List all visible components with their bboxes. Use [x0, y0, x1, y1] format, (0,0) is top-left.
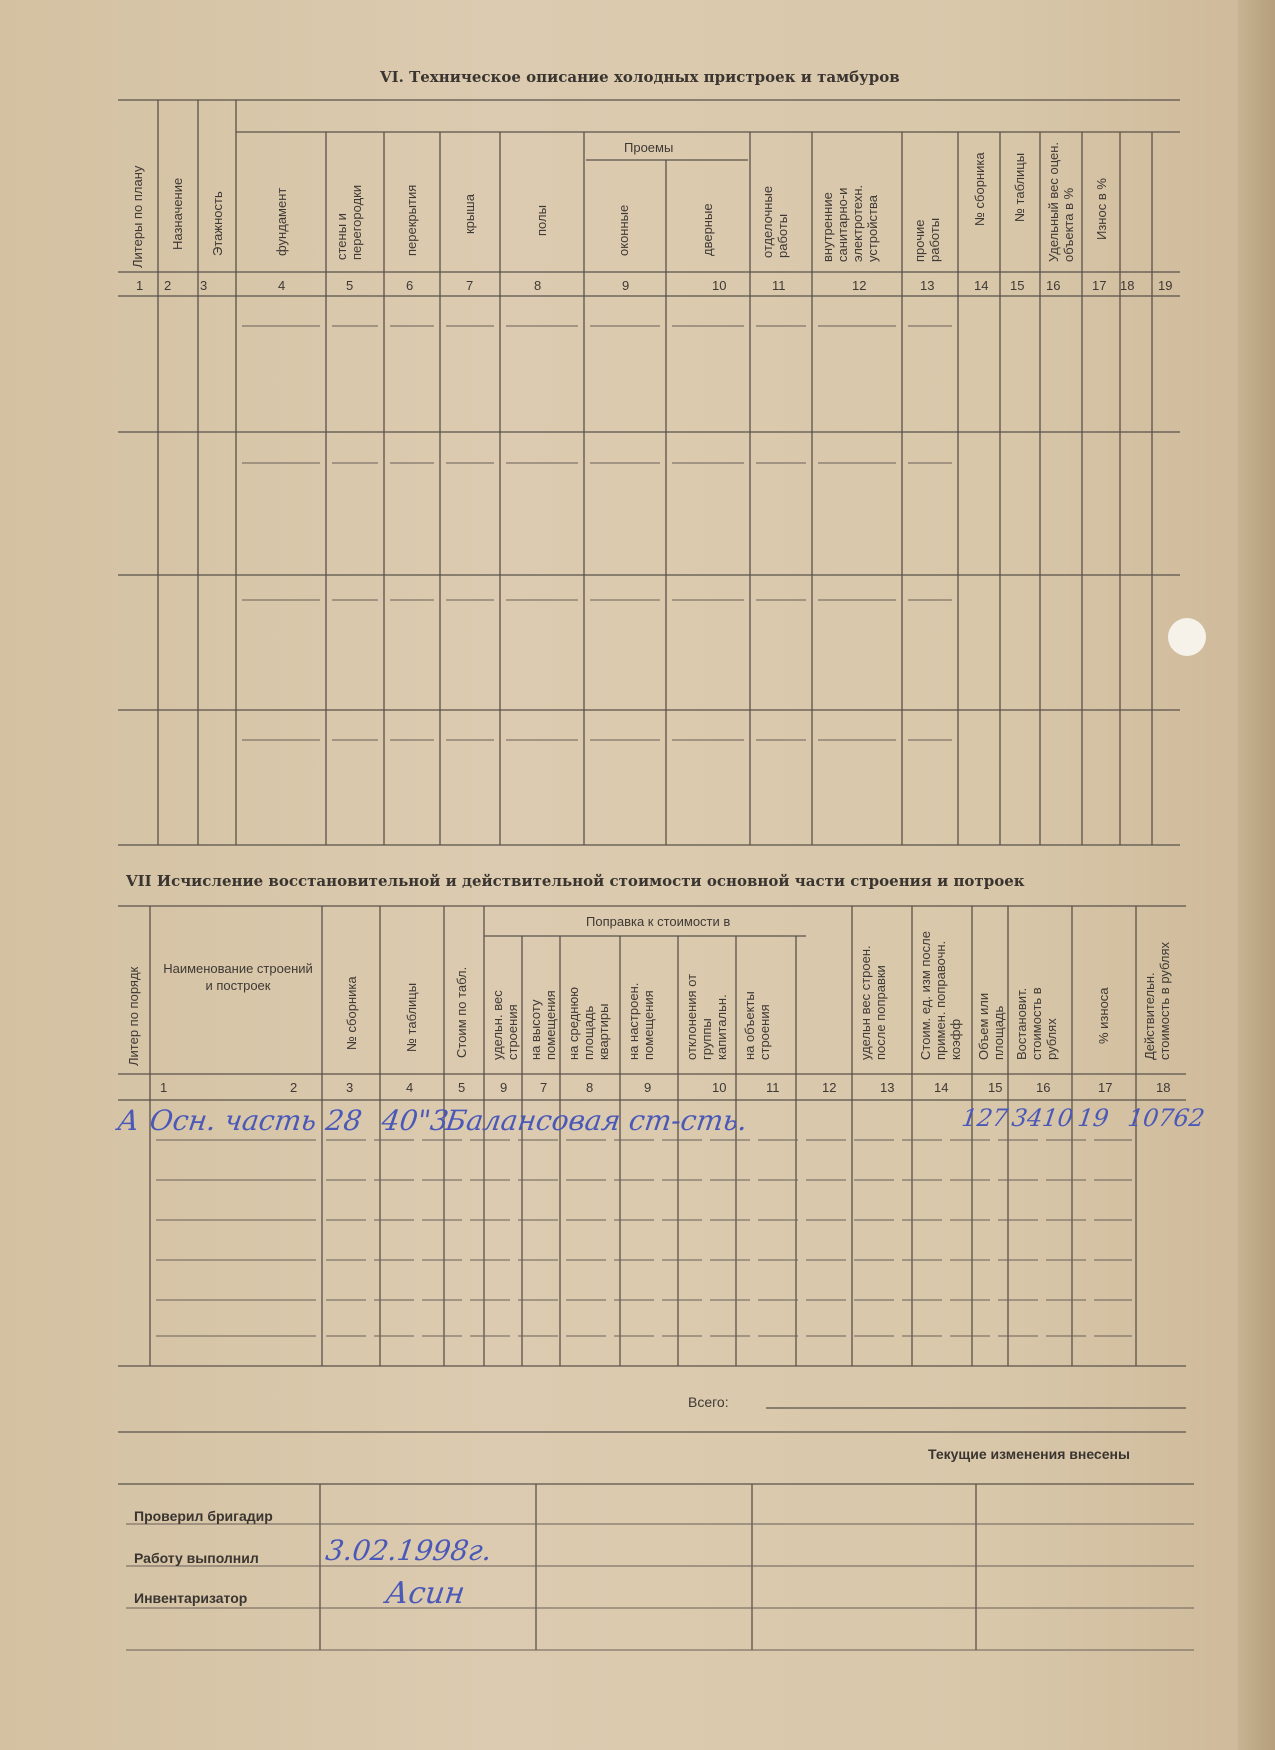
- entry-litera: А: [115, 1104, 142, 1137]
- s6-colnum: 13: [920, 278, 935, 293]
- s6-colnum: 7: [466, 278, 474, 293]
- s6-header-floors: Этажность: [210, 191, 225, 256]
- performed-by-label: Работу выполнил: [134, 1550, 259, 1566]
- section6-title: VI. Техническое описание холодных пристроек и тамбуров: [380, 68, 900, 86]
- s6-header-walls: стены и перегородки: [334, 184, 364, 260]
- s6-colnum: 1: [136, 278, 144, 293]
- s6-colnum: 4: [278, 278, 286, 293]
- s7-header-volume: Объем или площадь: [976, 992, 1006, 1060]
- checked-by-label: Проверил бригадир: [134, 1508, 273, 1524]
- s6-header-litera: Литеры по плану: [130, 165, 145, 268]
- s6-header-windows: оконные: [616, 204, 631, 256]
- s7-colnum: 8: [586, 1080, 594, 1095]
- s6-header-roof: крыша: [462, 194, 477, 234]
- s7-header-litera: Литер по порядк: [126, 966, 141, 1066]
- s6-colnum: 9: [622, 278, 630, 293]
- s7-colnum: 15: [988, 1080, 1003, 1095]
- s6-header-floor: полы: [534, 205, 549, 236]
- total-label: Всего:: [688, 1394, 729, 1410]
- s6-colnum: 17: [1092, 278, 1107, 293]
- s6-colnum: 6: [406, 278, 414, 293]
- s6-colnum: 8: [534, 278, 542, 293]
- s7-header-table: № таблицы: [404, 982, 419, 1052]
- s7-header-deviation: отклонения от группы капитальн.: [684, 973, 729, 1060]
- s7-colnum: 18: [1156, 1080, 1171, 1095]
- s7-colnum: 5: [458, 1080, 466, 1095]
- s7-header-restore-cost: Востановит. стоимость в рублях: [1014, 987, 1059, 1060]
- s7-colnum: 4: [406, 1080, 414, 1095]
- inventory-label: Инвентаризатор: [134, 1590, 248, 1606]
- s6-header-weight: Удельный вес оцен. объекта в %: [1046, 141, 1076, 262]
- s7-colnum: 12: [822, 1080, 837, 1095]
- s7-group-correction: Поправка к стоимости в: [586, 914, 731, 929]
- s7-colnum: 2: [290, 1080, 298, 1095]
- s6-header-wear: Износ в %: [1094, 178, 1109, 240]
- s6-colnum: 3: [200, 278, 208, 293]
- s6-colnum: 14: [974, 278, 989, 293]
- s7-header-built: на настроен. помещения: [626, 982, 656, 1060]
- s6-header-table: № таблицы: [1012, 152, 1027, 222]
- entry-name: Осн. часть: [147, 1104, 319, 1137]
- s7-colnum: 16: [1036, 1080, 1051, 1095]
- s7-colnum: 1: [160, 1080, 168, 1095]
- s7-header-wear: % износа: [1096, 987, 1111, 1044]
- s7-h-obj-box: [740, 991, 792, 1180]
- s6-header-floors-ceiling: перекрытия: [404, 184, 419, 256]
- s7-header-weight: удельн. вес строения: [490, 990, 520, 1060]
- s7-header-actual-cost: Действительн. стоимость в рублях: [1142, 941, 1172, 1060]
- s6-header-sanitary: внутренние санитарно-и электротехн. устройства: [820, 184, 880, 262]
- performed-date: 3.02.1998г.: [323, 1534, 494, 1567]
- s7-header-area: на среднюю площадь квартиры: [566, 987, 611, 1060]
- current-changes-label: Текущие изменения внесены: [928, 1446, 1130, 1462]
- s7-header-unit-cost: Стоим. ед. изм после примен. поправочн. коэфф: [918, 931, 963, 1060]
- s6-header-doors: дверные: [700, 203, 715, 256]
- s7-colnum: 10: [712, 1080, 727, 1095]
- s6-header-foundation: фундамент: [274, 187, 289, 256]
- s7-colnum: 7: [540, 1080, 548, 1095]
- s6-header-purpose: Назначение: [170, 177, 185, 250]
- s7-colnum: 3: [346, 1080, 354, 1095]
- s7-colnum: 9: [500, 1080, 508, 1095]
- s6-colnum: 5: [346, 278, 354, 293]
- entry-cost: 3410: [1010, 1104, 1076, 1132]
- entry-volume: 127: [960, 1104, 1010, 1132]
- entry-note: Балансовая ст-сть.: [443, 1104, 750, 1137]
- s6-header-other: прочие работы: [912, 217, 942, 262]
- s6-colnum: 18: [1120, 278, 1135, 293]
- s6-colnum: 15: [1010, 278, 1025, 293]
- s6-colnum: 2: [164, 278, 172, 293]
- s6-header-sbornik: № сборника: [972, 152, 987, 226]
- entry-table: 40"3: [379, 1104, 451, 1137]
- s6-colnum: 12: [852, 278, 867, 293]
- s6-group-openings: Проемы: [624, 140, 674, 155]
- s7-header-cost-table: Стоим по табл.: [454, 966, 469, 1058]
- s7-colnum: 17: [1098, 1080, 1113, 1095]
- s6-header-finishing: отделочные работы: [760, 185, 790, 258]
- s7-header-name-box: [158, 960, 318, 994]
- s7-colnum: 11: [766, 1080, 780, 1095]
- entry-sbornik: 28: [323, 1104, 364, 1137]
- s7-header-height: на высоту помещения: [528, 990, 558, 1060]
- s7-header-sbornik: № сборника: [344, 976, 359, 1050]
- paper-edge: [1238, 0, 1275, 1750]
- s6-colnum: 10: [712, 278, 727, 293]
- entry-actual: 10762: [1126, 1104, 1207, 1132]
- s7-colnum: 9: [644, 1080, 652, 1095]
- s6-colnum: 16: [1046, 278, 1061, 293]
- entry-wear: 19: [1076, 1104, 1111, 1132]
- s7-colnum: 13: [880, 1080, 895, 1095]
- s6-colnum: 19: [1158, 278, 1173, 293]
- inventory-signature: Асин: [383, 1576, 468, 1611]
- s7-header-objects: на объекты строения: [742, 991, 772, 1060]
- s7-colnum: 14: [934, 1080, 949, 1095]
- s7-header-name: Наименование строений и построек: [163, 961, 313, 993]
- s6-colnum: 11: [772, 278, 786, 293]
- section7-title: VII Исчисление восстановительной и действительной стоимости основной части строения и потроек: [126, 872, 1025, 890]
- s7-header-after-correction: удельн вес строен. после поправки: [858, 945, 888, 1060]
